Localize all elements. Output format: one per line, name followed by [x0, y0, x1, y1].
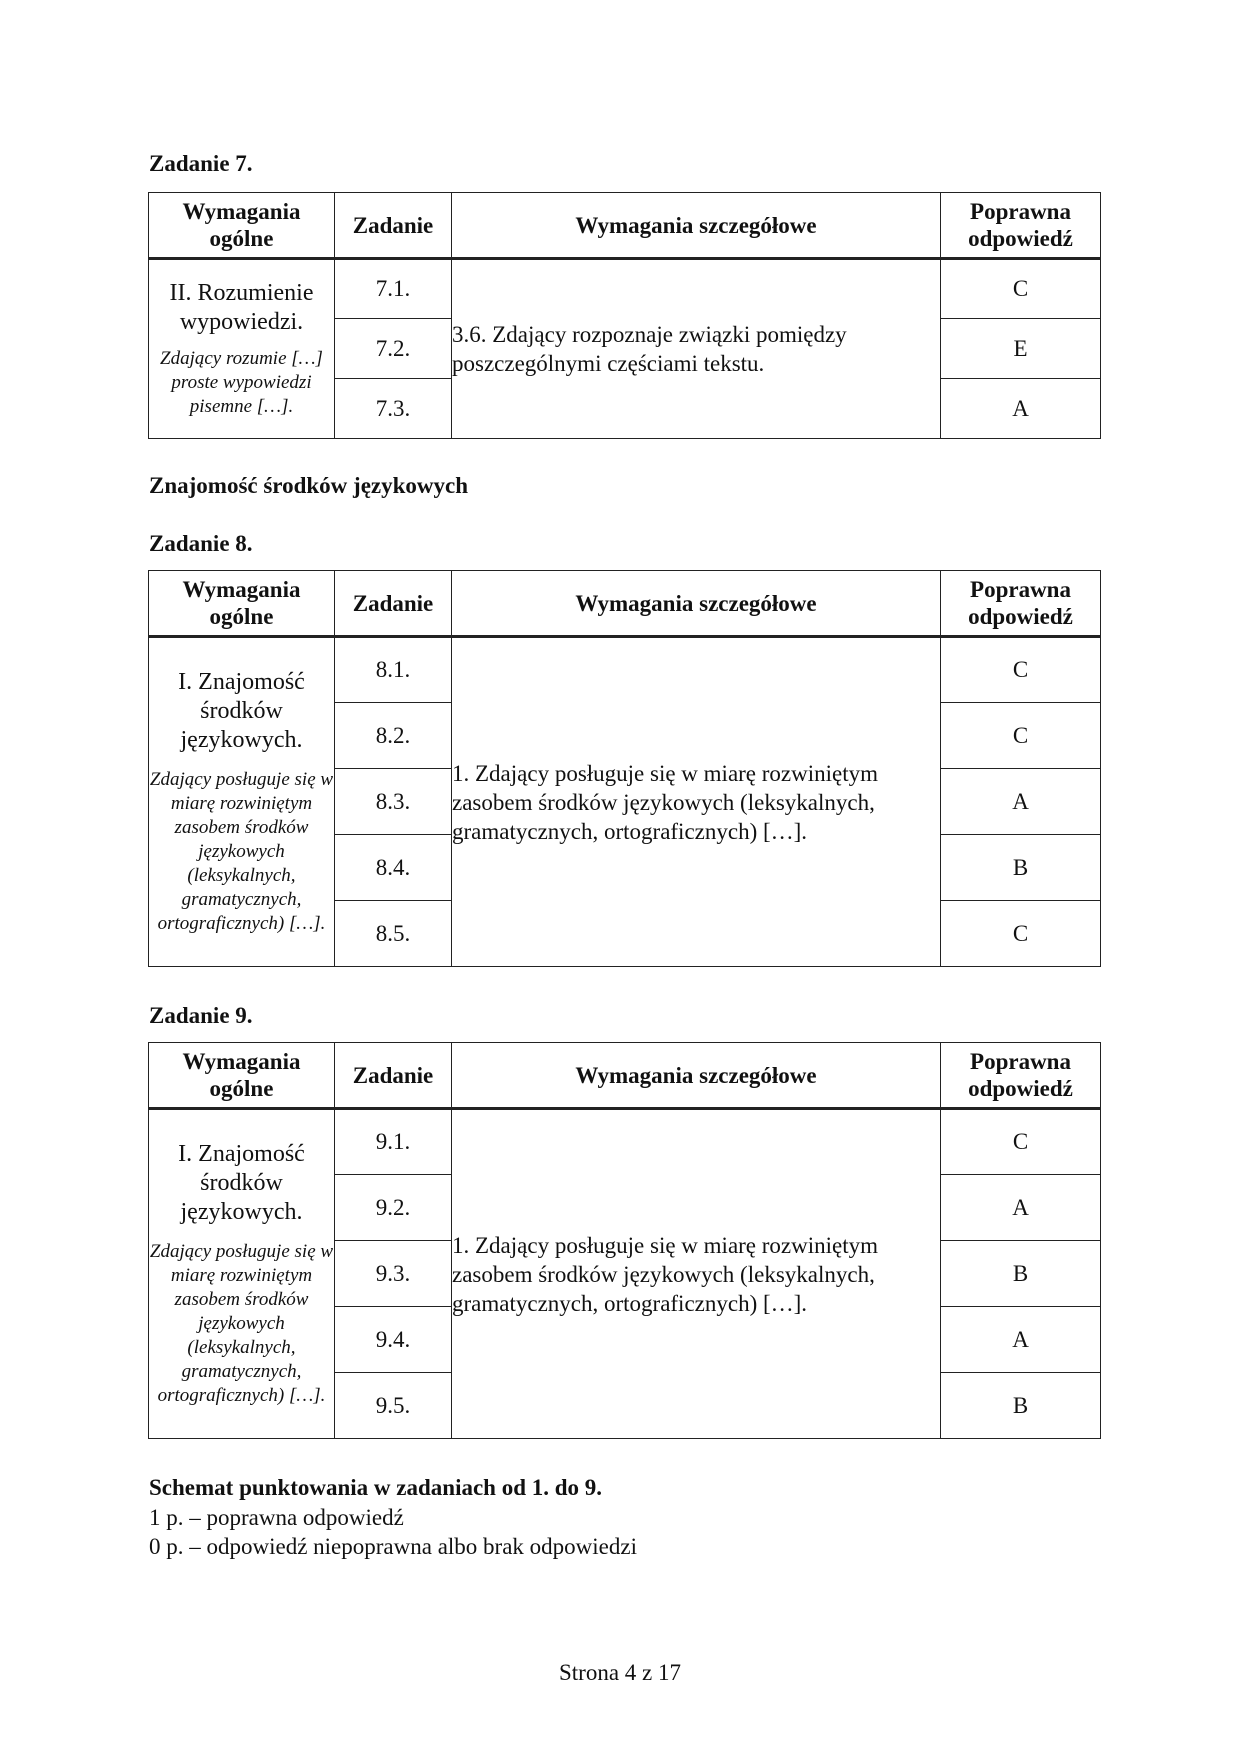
correct-answer: A [941, 1175, 1101, 1241]
general-requirement-cell [149, 259, 335, 439]
correct-answer: B [941, 835, 1101, 901]
header-task: Zadanie [335, 571, 452, 637]
correct-answer: B [941, 1373, 1101, 1439]
task-number: 9.5. [335, 1373, 452, 1439]
section-heading: Znajomość środków językowych [149, 473, 469, 498]
correct-answer: C [941, 637, 1101, 703]
correct-answer: E [941, 319, 1101, 379]
detailed-requirement: 1. Zdający posługuje się w miarę rozwiniętym zasobem środków językowych (leksykalnych, gramatycznych, ortograficznych) […]. [452, 1109, 941, 1439]
task-number: 7.1. [335, 259, 452, 319]
general-requirement-cell [149, 637, 335, 967]
task-number: 9.2. [335, 1175, 452, 1241]
general-requirement-title: II. Rozumienie wypowiedzi. [169, 280, 314, 335]
task-number: 8.2. [335, 703, 452, 769]
task-9-table [148, 1042, 1101, 1439]
task-number: 7.3. [335, 379, 452, 439]
task-number: 7.2. [335, 319, 452, 379]
header-answer: Poprawna odpowiedź [941, 571, 1101, 637]
task-7-title: Zadanie 7. [149, 151, 253, 176]
header-detail: Wymagania szczegółowe [452, 1043, 941, 1109]
header-general: Wymagania ogólne [149, 193, 335, 259]
task-number: 8.3. [335, 769, 452, 835]
task-7-table [148, 192, 1101, 439]
correct-answer: C [941, 1109, 1101, 1175]
general-requirement-title: I. Znajomość środków językowych. [178, 1141, 305, 1225]
general-requirement-desc: Zdający posługuje się w miarę rozwiniętym zasobem środków językowych (leksykalnych, gramatycznych, ortograficznych) […]. [149, 1241, 334, 1406]
header-answer: Poprawna odpowiedź [941, 193, 1101, 259]
task-number: 8.1. [335, 637, 452, 703]
task-8-title: Zadanie 8. [149, 531, 253, 556]
correct-answer: A [941, 769, 1101, 835]
page-number: Strona 4 z 17 [558, 1660, 681, 1685]
header-detail: Wymagania szczegółowe [452, 193, 941, 259]
correct-answer: A [941, 1307, 1101, 1373]
correct-answer: A [941, 379, 1101, 439]
general-requirement-title: I. Znajomość środków językowych. [178, 669, 305, 753]
header-general: Wymagania ogólne [149, 571, 335, 637]
task-number: 9.4. [335, 1307, 452, 1373]
correct-answer: C [941, 901, 1101, 967]
task-number: 8.4. [335, 835, 452, 901]
detailed-requirement: 3.6. Zdający rozpoznaje związki pomiędzy poszczególnymi częściami tekstu. [452, 259, 941, 439]
task-9-title: Zadanie 9. [149, 1003, 253, 1028]
general-requirement-desc: Zdający rozumie […] proste wypowiedzi pisemne […]. [160, 348, 323, 417]
header-answer: Poprawna odpowiedź [941, 1043, 1101, 1109]
correct-answer: C [941, 703, 1101, 769]
header-detail: Wymagania szczegółowe [452, 571, 941, 637]
detailed-requirement: 1. Zdający posługuje się w miarę rozwiniętym zasobem środków językowych (leksykalnych, gramatycznych, ortograficznych) […]. [452, 637, 941, 967]
header-general: Wymagania ogólne [149, 1043, 335, 1109]
task-8-table [148, 570, 1101, 967]
general-requirement-desc: Zdający posługuje się w miarę rozwiniętym zasobem środków językowych (leksykalnych, gramatycznych, ortograficznych) […]. [149, 769, 334, 934]
scoring-line-2: 0 p. – odpowiedź niepoprawna albo brak odpowiedzi [149, 1534, 637, 1559]
scoring-title: Schemat punktowania w zadaniach od 1. do 9. [149, 1475, 603, 1500]
header-task: Zadanie [335, 193, 452, 259]
task-number: 9.3. [335, 1241, 452, 1307]
header-task: Zadanie [335, 1043, 452, 1109]
general-requirement-cell [149, 1109, 335, 1439]
correct-answer: C [941, 259, 1101, 319]
scoring-line-1: 1 p. – poprawna odpowiedź [149, 1505, 404, 1530]
task-number: 9.1. [335, 1109, 452, 1175]
task-number: 8.5. [335, 901, 452, 967]
correct-answer: B [941, 1241, 1101, 1307]
